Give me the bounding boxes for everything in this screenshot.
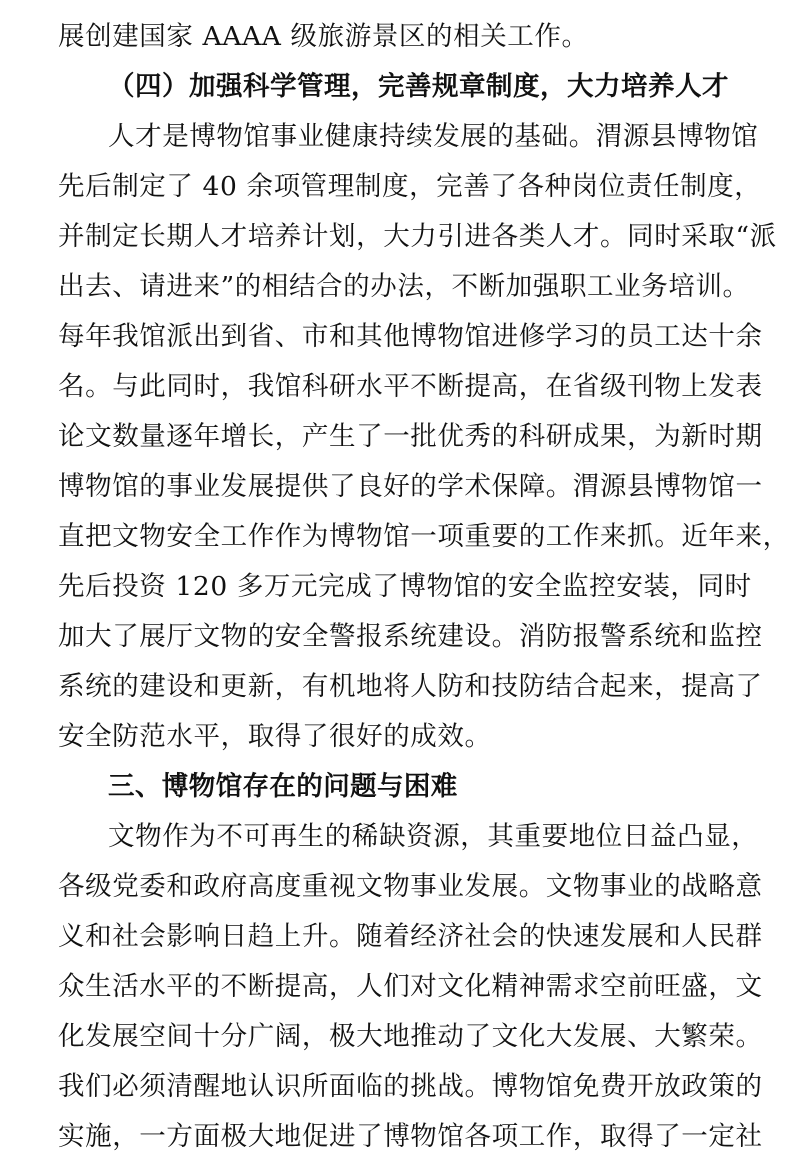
paragraph-line: 众生活水平的不断提高，人们对文化精神需求空前旺盛，文 <box>58 971 763 1002</box>
paragraph-line: 文物作为不可再生的稀缺资源，其重要地位日益凸显， <box>108 821 759 852</box>
paragraph-line: 系统的建设和更新，有机地将人防和技防结合起来，提高了 <box>58 671 763 702</box>
paragraph-line: 论文数量逐年增长，产生了一批优秀的科研成果，为新时期 <box>58 421 763 452</box>
paragraph-line: 名。与此同时，我馆科研水平不断提高，在省级刊物上发表 <box>58 371 763 402</box>
paragraph-line: 各级党委和政府高度重视文物事业发展。文物事业的战略意 <box>58 871 763 902</box>
paragraph-line: 直把文物安全工作作为博物馆一项重要的工作来抓。近年来， <box>58 521 790 552</box>
paragraph-line: 展创建国家 AAAA 级旅游景区的相关工作。 <box>58 21 589 52</box>
paragraph-line: 义和社会影响日趋上升。随着经济社会的快速发展和人民群 <box>58 921 763 952</box>
paragraph-line: 化发展空间十分广阔，极大地推动了文化大发展、大繁荣。 <box>58 1021 763 1052</box>
section-heading: 三、博物馆存在的问题与困难 <box>108 771 458 802</box>
paragraph-line: 先后制定了 40 余项管理制度，完善了各种岗位责任制度， <box>58 171 762 202</box>
paragraph-line: 并制定长期人才培养计划，大力引进各类人才。同时采取“派 <box>58 221 777 252</box>
paragraph-line: 实施，一方面极大地促进了博物馆各项工作，取得了一定社 <box>58 1121 763 1152</box>
section-subheading: （四）加强科学管理，完善规章制度，大力培养人才 <box>108 71 729 102</box>
paragraph-line: 博物馆的事业发展提供了良好的学术保障。渭源县博物馆一 <box>58 471 763 502</box>
paragraph-line: 安全防范水平，取得了很好的成效。 <box>58 721 492 752</box>
paragraph-line: 我们必须清醒地认识所面临的挑战。博物馆免费开放政策的 <box>58 1071 763 1102</box>
paragraph-line: 出去、请进来”的相结合的办法，不断加强职工业务培训。 <box>58 271 750 302</box>
paragraph-line: 每年我馆派出到省、市和其他博物馆进修学习的员工达十余 <box>58 321 763 352</box>
paragraph-line: 人才是博物馆事业健康持续发展的基础。渭源县博物馆 <box>108 121 759 152</box>
paragraph-line: 先后投资 120 多万元完成了博物馆的安全监控安装，同时 <box>58 571 752 602</box>
paragraph-line: 加大了展厅文物的安全警报系统建设。消防报警系统和监控 <box>58 621 763 652</box>
